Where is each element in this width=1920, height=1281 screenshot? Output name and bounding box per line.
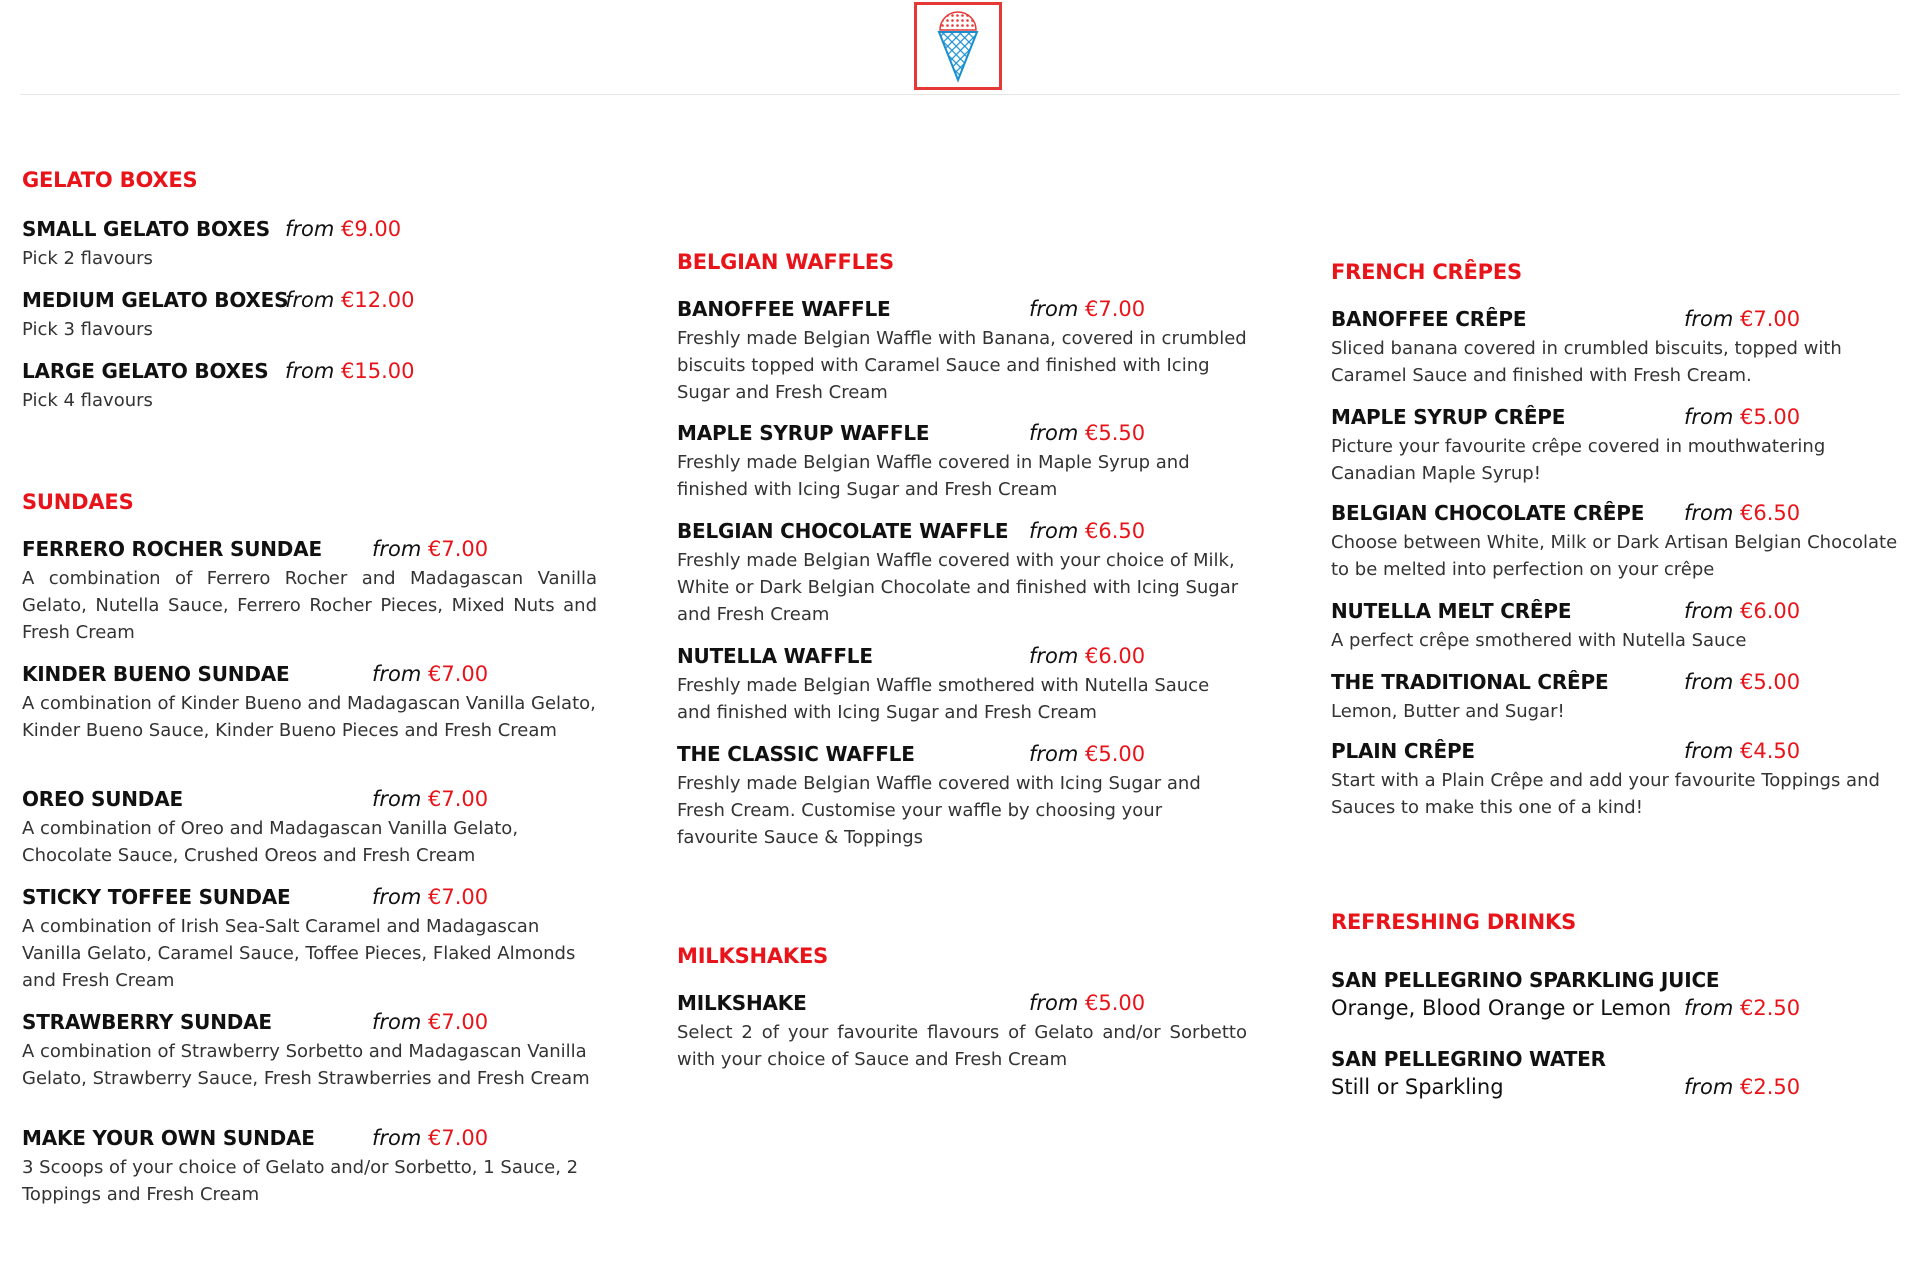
item-description: Sliced banana covered in crumbled biscuits, topped with Caramel Sauce and finished with Fresh Cream. xyxy=(1331,338,1842,386)
price-amount: €15.00 xyxy=(341,359,415,383)
item-price xyxy=(372,885,488,909)
price-prefix: from xyxy=(1029,742,1079,766)
item-price xyxy=(285,217,401,241)
menu-item xyxy=(1331,739,1901,821)
item-name: THE CLASSIC WAFFLE xyxy=(677,742,915,766)
item-name: MAPLE SYRUP WAFFLE xyxy=(677,421,930,445)
price-prefix: from xyxy=(372,1126,422,1150)
section-title-sundaes: SUNDAES xyxy=(22,490,134,514)
price-prefix: from xyxy=(1684,996,1734,1020)
price-amount: €5.00 xyxy=(1085,991,1146,1015)
item-description: Picture your favourite crêpe covered in mouthwatering Canadian Maple Syrup! xyxy=(1331,436,1826,484)
item-name: MAKE YOUR OWN SUNDAE xyxy=(22,1126,315,1150)
item-price xyxy=(1684,996,1800,1020)
item-price xyxy=(372,1010,488,1034)
price-prefix: from xyxy=(1684,405,1734,429)
item-name: BANOFFEE CRÊPE xyxy=(1331,307,1527,331)
price-prefix: from xyxy=(285,217,335,241)
price-amount: €7.00 xyxy=(1085,297,1146,321)
menu-item xyxy=(22,787,597,869)
price-prefix: from xyxy=(1029,297,1079,321)
menu-item xyxy=(677,991,1247,1073)
price-amount: €5.00 xyxy=(1085,742,1146,766)
price-amount: €2.50 xyxy=(1740,996,1801,1020)
item-name: LARGE GELATO BOXES xyxy=(22,359,269,383)
item-name: SAN PELLEGRINO SPARKLING JUICE xyxy=(1331,968,1720,992)
menu-item xyxy=(677,297,1247,406)
price-amount: €2.50 xyxy=(1740,1075,1801,1099)
menu-item xyxy=(22,662,597,744)
item-description: Freshly made Belgian Waffle smothered with Nutella Sauce and finished with Icing Sugar and Fresh Cream xyxy=(677,675,1210,723)
price-amount: €4.50 xyxy=(1740,739,1801,763)
price-amount: €7.00 xyxy=(428,1126,489,1150)
price-prefix: from xyxy=(1684,307,1734,331)
item-name: BANOFFEE WAFFLE xyxy=(677,297,891,321)
item-name: SMALL GELATO BOXES xyxy=(22,217,271,241)
item-description: Orange, Blood Orange or Lemon xyxy=(1331,996,1672,1020)
item-name: MAPLE SYRUP CRÊPE xyxy=(1331,405,1566,429)
section-title-gelato-boxes: GELATO BOXES xyxy=(22,168,198,192)
price-prefix: from xyxy=(1684,739,1734,763)
menu-item xyxy=(1331,599,1901,654)
price-amount: €6.00 xyxy=(1740,599,1801,623)
menu-item xyxy=(677,519,1247,628)
price-prefix: from xyxy=(1029,991,1079,1015)
price-prefix: from xyxy=(1684,1075,1734,1099)
item-price xyxy=(1029,742,1145,766)
menu-item xyxy=(22,537,597,646)
price-prefix: from xyxy=(372,787,422,811)
price-amount: €6.00 xyxy=(1085,644,1146,668)
item-description: Freshly made Belgian Waffle covered with Icing Sugar and Fresh Cream. Customise your waffle by choosing your favourite Sauce & Toppings xyxy=(677,773,1201,848)
menu-item xyxy=(22,1010,597,1092)
price-amount: €5.00 xyxy=(1740,405,1801,429)
section-title-milkshakes: MILKSHAKES xyxy=(677,944,829,968)
item-name: NUTELLA WAFFLE xyxy=(677,644,873,668)
item-price xyxy=(372,537,488,561)
price-amount: €7.00 xyxy=(428,662,489,686)
menu-item xyxy=(22,288,597,343)
menu-item xyxy=(22,359,597,414)
menu-item xyxy=(677,742,1247,851)
price-prefix: from xyxy=(1029,644,1079,668)
price-amount: €7.00 xyxy=(428,787,489,811)
price-prefix: from xyxy=(1684,501,1734,525)
item-name: FERRERO ROCHER SUNDAE xyxy=(22,537,322,561)
item-description: 3 Scoops of your choice of Gelato and/or Sorbetto, 1 Sauce, 2 Toppings and Fresh Cream xyxy=(22,1157,579,1205)
price-prefix: from xyxy=(372,1010,422,1034)
price-prefix: from xyxy=(372,537,422,561)
menu-item xyxy=(1331,405,1901,487)
item-description: A combination of Irish Sea-Salt Caramel and Madagascan Vanilla Gelato, Caramel Sauce, Toffee Pieces, Flaked Almonds and Fresh Cream xyxy=(22,916,576,991)
item-name: KINDER BUENO SUNDAE xyxy=(22,662,290,686)
price-amount: €6.50 xyxy=(1085,519,1146,543)
item-name: NUTELLA MELT CRÊPE xyxy=(1331,599,1572,623)
price-prefix: from xyxy=(372,662,422,686)
item-price xyxy=(1029,644,1145,668)
menu-item xyxy=(1331,968,1901,1024)
item-price xyxy=(1684,599,1800,623)
item-description: Freshly made Belgian Waffle with Banana, covered in crumbled biscuits topped with Caramel Sauce and finished with Icing Sugar and Fresh Cream xyxy=(677,328,1247,403)
price-amount: €9.00 xyxy=(341,217,402,241)
price-amount: €5.50 xyxy=(1085,421,1146,445)
item-description: Choose between White, Milk or Dark Artisan Belgian Chocolate to be melted into perfection on your crêpe xyxy=(1331,532,1898,580)
item-description: A combination of Kinder Bueno and Madagascan Vanilla Gelato, Kinder Bueno Sauce, Kinder Bueno Pieces and Fresh Cream xyxy=(22,693,596,741)
item-name: STICKY TOFFEE SUNDAE xyxy=(22,885,291,909)
price-prefix: from xyxy=(1684,670,1734,694)
item-description: A combination of Ferrero Rocher and Madagascan Vanilla Gelato, Nutella Sauce, Ferrero Rocher Pieces, Mixed Nuts and Fresh Cream xyxy=(22,568,597,643)
price-amount: €7.00 xyxy=(428,537,489,561)
item-description: Still or Sparkling xyxy=(1331,1075,1504,1099)
price-amount: €7.00 xyxy=(428,1010,489,1034)
price-amount: €7.00 xyxy=(1740,307,1801,331)
item-name: PLAIN CRÊPE xyxy=(1331,739,1475,763)
item-name: BELGIAN CHOCOLATE WAFFLE xyxy=(677,519,1009,543)
menu-item xyxy=(677,421,1247,503)
price-amount: €7.00 xyxy=(428,885,489,909)
price-prefix: from xyxy=(372,885,422,909)
logo xyxy=(914,2,1002,90)
item-description: Pick 4 flavours xyxy=(22,390,153,411)
item-description: Start with a Plain Crêpe and add your favourite Toppings and Sauces to make this one of a kind! xyxy=(1331,770,1880,818)
item-name: MILKSHAKE xyxy=(677,991,807,1015)
menu-item xyxy=(677,644,1247,726)
item-price xyxy=(1684,739,1800,763)
item-description: A combination of Oreo and Madagascan Vanilla Gelato, Chocolate Sauce, Crushed Oreos and Fresh Cream xyxy=(22,818,519,866)
item-price xyxy=(285,359,415,383)
item-name: SAN PELLEGRINO WATER xyxy=(1331,1047,1606,1071)
price-prefix: from xyxy=(1029,421,1079,445)
menu-item xyxy=(1331,501,1901,583)
item-price xyxy=(285,288,415,312)
item-name: MEDIUM GELATO BOXES xyxy=(22,288,289,312)
price-prefix: from xyxy=(1029,519,1079,543)
menu-item xyxy=(1331,670,1901,725)
item-price xyxy=(372,662,488,686)
item-price xyxy=(1029,519,1145,543)
header-divider xyxy=(20,94,1900,95)
price-amount: €6.50 xyxy=(1740,501,1801,525)
item-name: OREO SUNDAE xyxy=(22,787,183,811)
item-price xyxy=(1684,405,1800,429)
item-price xyxy=(1684,1075,1800,1099)
item-description: A perfect crêpe smothered with Nutella Sauce xyxy=(1331,630,1747,651)
price-amount: €12.00 xyxy=(341,288,415,312)
section-title-french-crepes: FRENCH CRÊPES xyxy=(1331,260,1522,284)
item-name: THE TRADITIONAL CRÊPE xyxy=(1331,670,1609,694)
item-price xyxy=(1684,501,1800,525)
item-price xyxy=(1684,307,1800,331)
item-description: Select 2 of your favourite flavours of Gelato and/or Sorbetto with your choice of Sauce and Fresh Cream xyxy=(677,1022,1247,1070)
menu-item xyxy=(22,217,597,272)
item-description: Pick 2 flavours xyxy=(22,248,153,269)
item-description: Pick 3 flavours xyxy=(22,319,153,340)
price-prefix: from xyxy=(1684,599,1734,623)
menu-item xyxy=(1331,1047,1901,1103)
menu-item xyxy=(1331,307,1901,389)
price-prefix: from xyxy=(285,288,335,312)
item-name: STRAWBERRY SUNDAE xyxy=(22,1010,272,1034)
item-price xyxy=(372,787,488,811)
ice-cream-cone-icon xyxy=(935,8,981,84)
menu-item xyxy=(22,885,597,994)
item-price xyxy=(372,1126,488,1150)
section-title-belgian-waffles: BELGIAN WAFFLES xyxy=(677,250,894,274)
price-prefix: from xyxy=(285,359,335,383)
item-price xyxy=(1029,991,1145,1015)
item-name: BELGIAN CHOCOLATE CRÊPE xyxy=(1331,501,1645,525)
item-price xyxy=(1029,297,1145,321)
item-description: Freshly made Belgian Waffle covered with your choice of Milk, White or Dark Belgian Chocolate and finished with Icing Sugar and Fresh Cream xyxy=(677,550,1239,625)
item-description: Lemon, Butter and Sugar! xyxy=(1331,701,1565,722)
item-price xyxy=(1029,421,1145,445)
item-description: A combination of Strawberry Sorbetto and Madagascan Vanilla Gelato, Strawberry Sauce, Fresh Strawberries and Fresh Cream xyxy=(22,1041,590,1089)
item-price xyxy=(1684,670,1800,694)
section-title-refreshing-drinks: REFRESHING DRINKS xyxy=(1331,910,1577,934)
item-description: Freshly made Belgian Waffle covered in Maple Syrup and finished with Icing Sugar and Fresh Cream xyxy=(677,452,1190,500)
price-amount: €5.00 xyxy=(1740,670,1801,694)
menu-item xyxy=(22,1126,597,1208)
